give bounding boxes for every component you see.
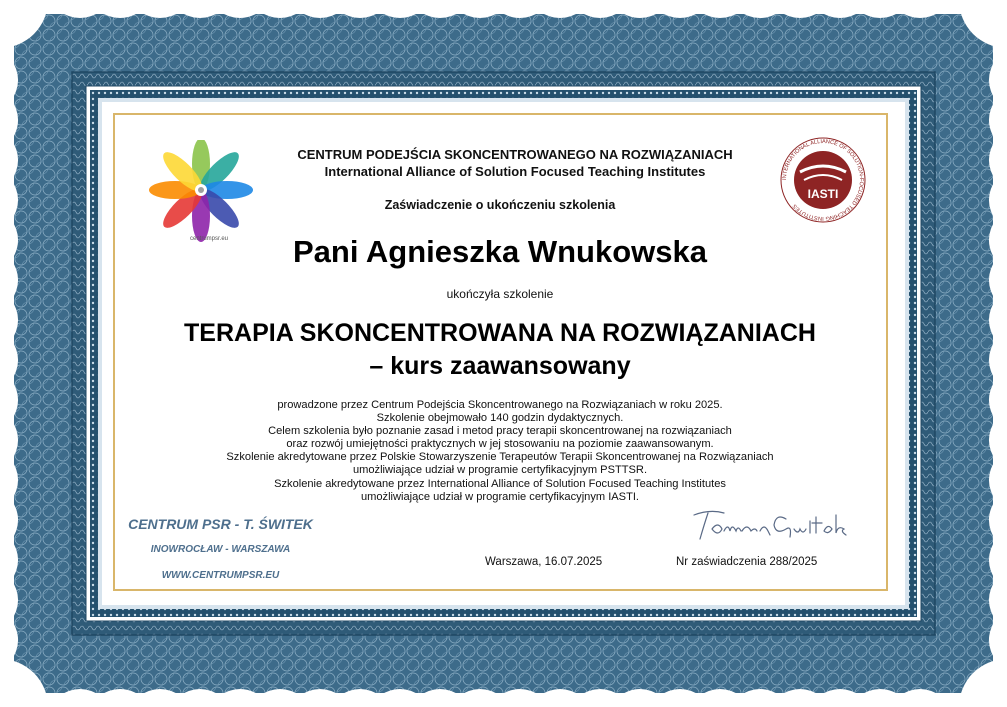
description-line: oraz rozwój umiejętności praktycznych w jej stosowaniu na poziomie zaawansowanym. [286,438,714,451]
description-line: Szkolenie obejmowało 140 godzin dydaktycznych. [376,412,624,425]
description-line: Szkolenie akredytowane przez International Alliance of Solution Focused Teaching Institutes [274,477,726,490]
iasti-seal-icon [778,132,868,227]
completed-text: ukończyła szkolenie [446,287,554,301]
description-line: Celem szkolenia było poznanie zasad i metod pracy terapii skoncentrowanej na rozwiązaniach [268,425,732,438]
stamp-website: WWW.CENTRUMPSR.EU [161,570,280,581]
description-line: Szkolenie akredytowane przez Polskie Stowarzyszenie Terapeutów Terapii Skoncentrowanej na Rozwiązaniach [226,451,774,464]
stamp-name: CENTRUM PSR - T. ŚWITEK [128,516,313,532]
place-date: Warszawa, 16.07.2025 [485,556,603,568]
course-description [150,399,850,504]
svg-text:IASTI: IASTI [807,187,839,201]
flower-logo-icon [146,140,256,245]
signature [690,505,870,545]
description-line: umożliwiające udział w programie certyfikacyjnym IASTI. [360,490,640,503]
course-title-line2: – kurs zaawansowany [369,352,631,380]
description-line: prowadzone przez Centrum Podejścia Skoncentrowanego na Rozwiązaniach w roku 2025. [277,399,723,411]
org-name-english: International Alliance of Solution Focused Teaching Institutes [324,164,706,179]
certificate-number: Nr zaświadczenia 288/2025 [676,556,818,568]
svg-text:INTERNATIONAL ALLIANCE OF SOLU: INTERNATIONAL ALLIANCE OF SOLUTION-FOCUSED TEACHING INSTITUTES [781,138,865,222]
org-name-polish: CENTRUM PODEJŚCIA SKONCENTROWANEGO NA ROZWIĄZANIACH [297,147,733,162]
stamp-cities: INOWROCŁAW - WARSZAWA [150,544,291,555]
course-title-line1: TERAPIA SKONCENTROWANA NA ROZWIĄZANIACH [184,319,816,347]
certificate-subtitle: Zaświadczenie o ukończeniu szkolenia [384,198,616,212]
recipient-name: Pani Agnieszka Wnukowska [292,234,708,269]
logo-caption: centrumpsr.eu [190,236,229,242]
description-line: umożliwiające udział w programie certyfikacyjnym PSTTSR. [352,464,648,477]
